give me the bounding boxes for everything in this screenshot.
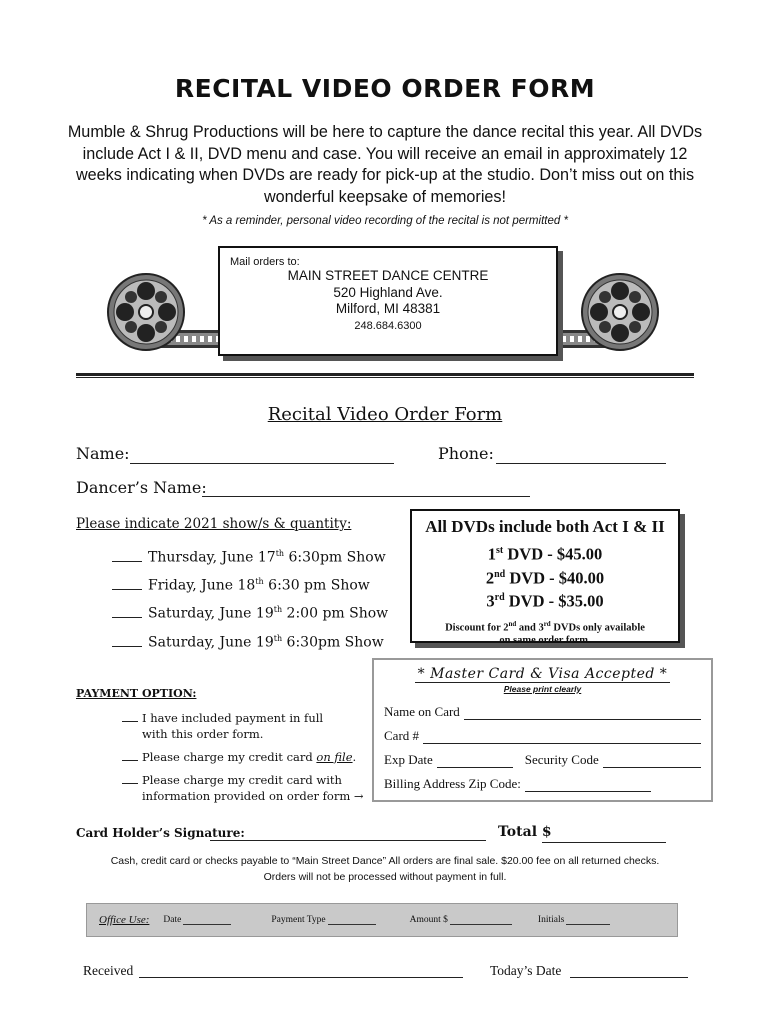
quantity-blank[interactable] xyxy=(112,606,142,618)
payment-option-full[interactable]: I have included payment in full with this order form. xyxy=(122,710,323,742)
card-number-row xyxy=(384,728,701,744)
mail-label: Mail orders to: xyxy=(230,256,300,268)
office-payment-type: Payment Type xyxy=(271,915,375,925)
office-initials: Initials xyxy=(538,915,610,925)
payment-option-provided[interactable]: Please charge my credit card with information provided on order form → xyxy=(122,772,364,804)
todays-date-field[interactable] xyxy=(570,963,688,978)
received-field[interactable] xyxy=(139,963,463,978)
processing-note: Orders will not be processed without payment in full. xyxy=(263,871,507,883)
zip-field[interactable] xyxy=(525,780,651,792)
exp-date-label: Exp Date xyxy=(384,752,433,767)
office-date: Date xyxy=(163,915,231,925)
name-label: Name: xyxy=(76,444,130,463)
card-heading: * Master Card & Visa Accepted * xyxy=(415,666,670,683)
studio-city: Milford, MI 48381 xyxy=(335,301,441,316)
card-name-label: Name on Card xyxy=(384,704,460,719)
show-option[interactable]: Thursday, June 17th 6:30pm Show xyxy=(112,549,386,566)
zip-label: Billing Address Zip Code: xyxy=(384,776,521,791)
received-label: Received xyxy=(83,963,134,978)
zip-row xyxy=(384,776,701,792)
phone-label: Phone: xyxy=(438,444,494,463)
studio-name: MAIN STREET DANCE CENTRE xyxy=(287,268,489,283)
total-label: Total $ xyxy=(498,824,552,840)
office-use-label: Office Use: xyxy=(99,914,150,926)
film-reel-left-icon xyxy=(106,272,186,352)
quantity-blank[interactable] xyxy=(112,635,142,647)
print-clearly-note: Please print clearly xyxy=(503,684,582,694)
signature-label: Card Holder’s Signature: xyxy=(76,826,245,840)
show-option[interactable]: Saturday, June 19th 6:30pm Show xyxy=(112,634,384,651)
form-title: Recital Video Order Form xyxy=(267,404,503,425)
phone-field[interactable] xyxy=(496,446,666,464)
intro-paragraph: Mumble & Shrug Productions will be here to capture the dance recital this year. All DVDs include Act I & II, DVD menu and case. You will receive an email in approximately 12 weeks indicating when DVDs are ready for pick-up at the studio. Don’t miss out on this wonderful keepsake of memories! xyxy=(67,123,703,206)
pricing-box xyxy=(410,509,680,646)
show-option[interactable]: Saturday, June 19th 2:00 pm Show xyxy=(112,605,388,622)
office-use-bar xyxy=(86,903,678,937)
card-name-field[interactable] xyxy=(464,708,701,720)
shows-heading: Please indicate 2021 show/s & quantity: xyxy=(76,516,352,532)
card-name-row xyxy=(384,704,701,720)
price-line: 3rd DVD - $35.00 xyxy=(486,591,604,611)
office-amount: Amount $ xyxy=(410,915,512,925)
payment-blank[interactable] xyxy=(122,749,138,761)
mail-address-box xyxy=(218,246,558,356)
signature-field[interactable] xyxy=(210,828,486,841)
dancer-name-label: Dancer’s Name: xyxy=(76,478,207,497)
discount-note: Discount for 2nd and 3rd DVDs only available on same order form. xyxy=(445,619,645,646)
recording-reminder: * As a reminder, personal video recording of the recital is not permitted * xyxy=(202,215,568,227)
payment-blank[interactable] xyxy=(122,710,138,722)
total-field[interactable] xyxy=(542,828,666,843)
price-line: 2nd DVD - $40.00 xyxy=(485,568,605,587)
card-number-field[interactable] xyxy=(423,732,701,744)
todays-date-label: Today’s Date xyxy=(490,963,562,978)
quantity-blank[interactable] xyxy=(112,578,142,590)
page-title: RECITAL VIDEO ORDER FORM xyxy=(174,74,596,103)
quantity-blank[interactable] xyxy=(112,550,142,562)
credit-card-box xyxy=(372,658,713,802)
dancer-name-field[interactable] xyxy=(202,479,530,497)
price-line: 1st DVD - $45.00 xyxy=(487,544,603,564)
payment-terms: Cash, credit card or checks payable to “Main Street Dance” All orders are final sale. $20.00 fee on all returned checks. xyxy=(110,855,660,867)
card-number-label: Card # xyxy=(384,728,420,743)
film-reel-right-icon xyxy=(580,272,660,352)
payment-blank[interactable] xyxy=(122,772,138,784)
section-divider xyxy=(76,373,694,378)
studio-street: 520 Highland Ave. xyxy=(333,284,443,300)
card-exp-row xyxy=(384,752,701,768)
payment-heading: PAYMENT OPTION: xyxy=(76,687,197,700)
exp-date-field[interactable] xyxy=(437,756,513,768)
security-code-label: Security Code xyxy=(524,752,599,767)
show-option[interactable]: Friday, June 18th 6:30 pm Show xyxy=(112,577,370,594)
pricing-heading: All DVDs include both Act I & II xyxy=(425,517,665,536)
payment-option-on-file[interactable]: Please charge my credit card on file. xyxy=(122,749,356,765)
studio-phone: 248.684.6300 xyxy=(354,319,422,332)
security-code-field[interactable] xyxy=(603,756,701,768)
name-field[interactable] xyxy=(130,446,394,464)
